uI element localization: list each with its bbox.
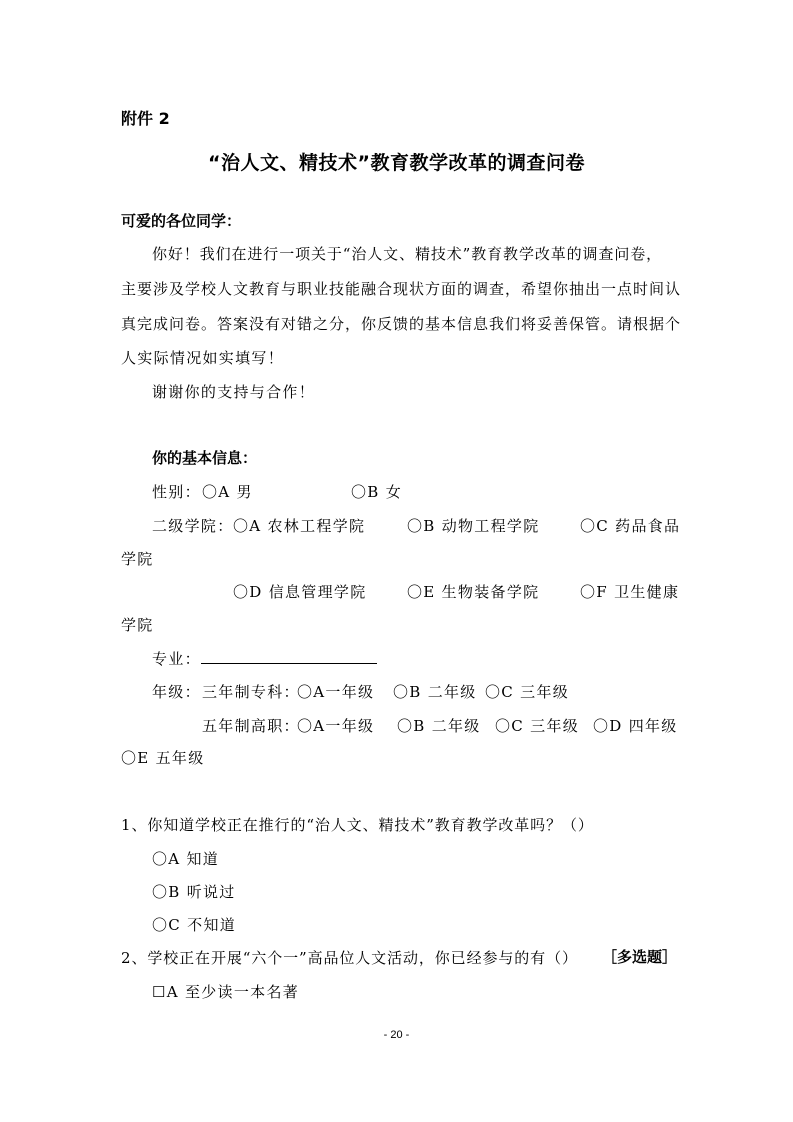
grade-label: 年级： [152,683,201,701]
college-option-a[interactable]: 〇A 农林工程学院 [233,517,366,535]
college-wrap-2: 学院 [121,616,154,634]
three-year-option-c[interactable]: 〇C 三年级 [485,683,570,701]
intro-line-4: 人实际情况如实填写！ [121,349,285,367]
college-label: 二级学院： [152,517,234,535]
college-option-c[interactable]: 〇C 药品食品 [580,517,681,535]
five-year-option-c[interactable]: 〇C 三年级 [495,717,580,735]
question-1-option-b[interactable]: 〇B 听说过 [152,883,236,901]
major-input-line[interactable] [201,663,377,664]
question-1-option-a[interactable]: 〇A 知道 [152,850,220,868]
basic-info-heading: 你的基本信息： [152,449,258,467]
college-option-b[interactable]: 〇B 动物工程学院 [407,517,540,535]
question-1-option-c[interactable]: 〇C 不知道 [152,916,237,934]
three-year-label: 三年制专科： [202,683,300,701]
page-title: “治人文、精技术”教育教学改革的调查问卷 [208,152,585,174]
college-option-d[interactable]: 〇D 信息管理学院 [233,583,367,601]
three-year-option-a[interactable]: 〇A一年级 [297,683,375,701]
intro-line-3: 真完成问卷。答案没有对错之分，你反馈的基本信息我们将妥善保管。请根据个 [121,315,682,333]
three-year-option-b[interactable]: 〇B 二年级 [393,683,477,701]
college-option-f[interactable]: 〇F 卫生健康 [580,583,680,601]
gender-option-female[interactable]: 〇B 女 [351,483,402,501]
intro-line-2: 主要涉及学校人文教育与职业技能融合现状方面的调查，希望你抽出一点时间认 [121,280,682,298]
college-wrap-1: 学院 [121,550,154,568]
intro-line-1: 你好！我们在进行一项关于“治人文、精技术”教育教学改革的调查问卷， [152,245,663,263]
five-year-option-d[interactable]: 〇D 四年级 [593,717,678,735]
five-year-option-b[interactable]: 〇B 二年级 [397,717,481,735]
intro-thanks: 谢谢你的支持与合作！ [152,383,316,401]
question-2-text: 2、学校正在开展“六个一”高品位人文活动，你已经参与的有（） [121,949,578,967]
multi-select-tag: ［多选题］ [602,948,678,966]
five-year-option-e[interactable]: 〇E 五年级 [121,749,205,767]
attachment-label: 附件 2 [121,109,170,128]
gender-option-male[interactable]: 〇A 男 [202,483,253,501]
five-year-option-a[interactable]: 〇A一年级 [297,717,375,735]
page-number: - 20 - [383,1029,410,1041]
question-1-text: 1、你知道学校正在推行的“治人文、精技术”教育教学改革吗？（） [121,816,594,834]
greeting: 可爱的各位同学： [121,212,242,230]
five-year-label: 五年制高职： [202,717,300,735]
major-label: 专业： [152,650,201,668]
college-option-e[interactable]: 〇E 生物装备学院 [407,583,540,601]
question-2-option-a[interactable]: ☐A 至少读一本名著 [152,983,300,1001]
gender-label: 性别： [152,483,201,501]
